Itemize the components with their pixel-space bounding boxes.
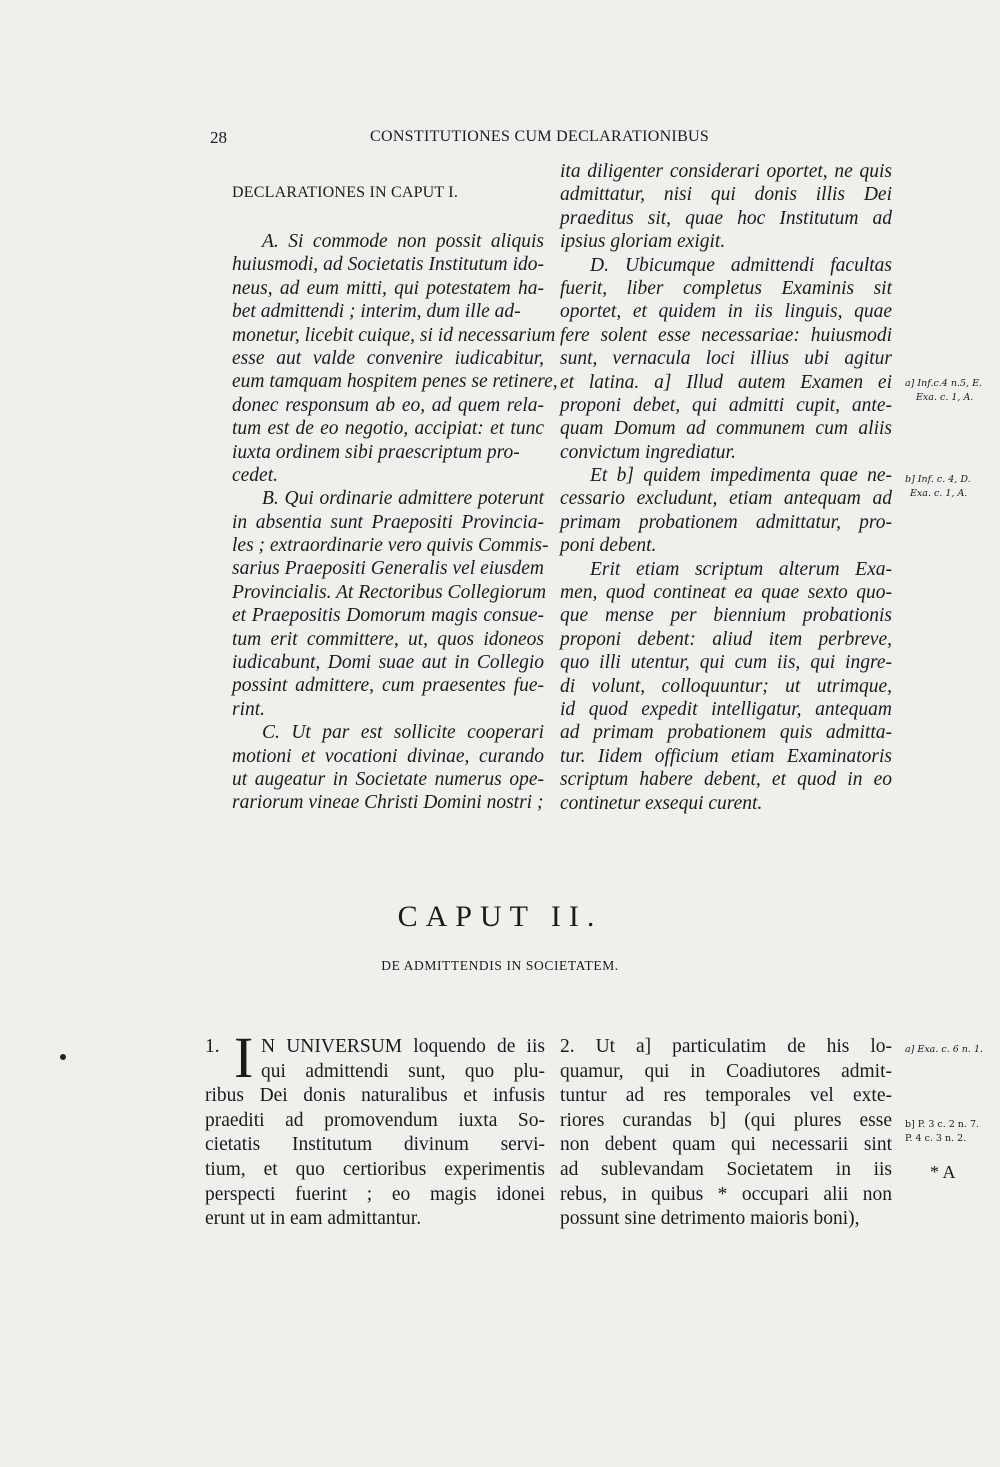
decl-right-line: poni debent.	[560, 535, 657, 557]
decl-left-line: motioni et vocationi divinae, curando	[232, 745, 544, 767]
decl-right-line: fuerit, liber completus Examinis sit	[560, 277, 892, 299]
decl-left-line: rariorum vineae Christi Domini nostri ;	[232, 792, 544, 814]
body-left-line: N UNIVERSUM loquendo de iis	[261, 1036, 545, 1057]
decl-left-line: tum erit committere, ut, quos idoneos	[232, 628, 544, 650]
decl-right-line: scriptum habere debent, et quod in eo	[560, 769, 892, 791]
margin-note-a-body: a] Exa. c. 6 n. 1.	[905, 1044, 984, 1055]
decl-left-line: monetur, licebit cuique, si id necessarium	[232, 324, 556, 346]
decl-right-line: que mense per biennium probationis	[560, 605, 892, 627]
drop-cap: I	[234, 1025, 254, 1090]
decl-left-line: eum tamquam hospitem penes se retinere,	[232, 371, 558, 393]
decl-left-line: iudicabunt, Domi suae aut in Collegio	[232, 652, 544, 674]
margin-note-b-body: b] P. 3 c. 2 n. 7.	[905, 1119, 980, 1130]
body-right-line: riores curandas b] (qui plures esse	[560, 1109, 892, 1131]
decl-right-line: ipsius gloriam exigit.	[560, 231, 726, 253]
decl-left-line: esse aut valde convenire iudicabitur,	[232, 347, 544, 369]
decl-right-line: di volunt, colloquuntur; ut utrimque,	[560, 675, 892, 697]
decl-right-line: Et b] quidem impedimenta quae ne-	[590, 465, 892, 487]
decl-right-line: D. Ubicumque admittendi facultas	[590, 254, 892, 276]
declarationes-right-column	[560, 160, 892, 815]
body-left-line: tium, et quo certioribus experimentis	[205, 1158, 545, 1180]
decl-left-line: rint.	[232, 698, 266, 720]
decl-right-line: convictum ingrediatur.	[560, 441, 736, 463]
body-right-line: 2. Ut a] particulatim de his lo-	[560, 1036, 892, 1057]
body-left-line: cietatis Institutum divinum servi-	[205, 1134, 545, 1156]
decl-left-line: ut augeatur in Societate numerus ope-	[232, 768, 544, 790]
decl-left-line: in absentia sunt Praepositi Provincia-	[232, 511, 544, 533]
body-right-line: non debent quam qui necessarii sint	[560, 1134, 892, 1156]
decl-left-line: huiusmodi, ad Societatis Institutum ido-	[232, 254, 544, 276]
decl-right-line: quam Domum ad communem cum aliis	[560, 418, 892, 440]
decl-right-line: proponi debet, qui admitti cupit, ante-	[560, 394, 892, 416]
margin-note-a-decl: a] Inf.c.4 n.5, E.	[905, 378, 983, 389]
decl-left-line: B. Qui ordinarie admittere poterunt	[262, 488, 544, 510]
body-right-column	[560, 1035, 892, 1232]
decl-right-line: praeditus sit, quae hoc Institutum ad	[560, 207, 892, 229]
margin-note-b-decl: b] Inf. c. 4, D.	[905, 474, 971, 485]
body-right-line: quamur, qui in Coadiutores admit-	[560, 1060, 892, 1082]
decl-left-line: et Praepositis Domorum magis consue-	[232, 605, 544, 627]
body-left-line: ribus Dei donis naturalibus et infusis	[205, 1085, 545, 1107]
body-right-line: ad sublevandam Societatem in iis	[560, 1158, 892, 1180]
decl-left-line: iuxta ordinem sibi praescriptum pro-	[232, 441, 520, 463]
decl-right-line: et latina. a] Illud autem Examen ei	[560, 371, 892, 393]
margin-note-b-body-2: P. 4 c. 3 n. 2.	[905, 1133, 967, 1144]
body-left-line: perspecti fuerint ; eo magis idonei	[205, 1183, 545, 1205]
decl-left-line: neus, ad eum mitti, qui potestatem ha-	[232, 277, 544, 299]
margin-note-b-decl-2: Exa. c. 1, A.	[910, 488, 968, 499]
decl-right-line: cessario excludunt, etiam antequam ad	[560, 488, 892, 510]
decl-left-line: possint admittere, cum praesentes fue-	[232, 675, 544, 697]
ink-spot	[60, 1054, 66, 1060]
decl-right-line: continetur exsequi curent.	[560, 792, 763, 814]
decl-left-line: donec responsum ab eo, ad quem rela-	[232, 394, 544, 416]
chapter-subtitle: DE ADMITTENDIS IN SOCIETATEM.	[381, 958, 619, 973]
body-right-line: rebus, in quibus * occupari alii non	[560, 1183, 892, 1205]
decl-right-line: sunt, vernacula loci illius ubi agitur	[560, 348, 892, 370]
decl-right-line: tur. Iidem officium etiam Examinatoris	[560, 745, 892, 767]
body-right-line: tuntur ad res temporales vel exte-	[560, 1085, 892, 1107]
decl-left-line: Provincialis. At Rectoribus Collegiorum	[232, 581, 547, 603]
decl-right-line: proponi debent: aliud item perbreve,	[560, 628, 892, 650]
body-left-line: erunt ut in eam admittantur.	[205, 1208, 422, 1230]
body-right-line: possunt sine detrimento maioris boni),	[560, 1208, 860, 1230]
page-number: 28	[210, 128, 227, 147]
decl-right-line: quo illi utentur, qui cum iis, qui ingre-	[560, 652, 892, 674]
body-left-line: praediti ad promovendum iuxta So-	[205, 1109, 545, 1131]
decl-right-line: primam probationem admittatur, pro-	[560, 511, 892, 533]
decl-right-line: men, quod contineat ea quae sexto quo-	[560, 582, 892, 604]
decl-left-line: tum est de eo negotio, accipiat: et tunc	[232, 418, 544, 440]
decl-right-line: Erit etiam scriptum alterum Exa-	[590, 558, 892, 580]
body-left-line: qui admittendi sunt, quo plu-	[261, 1060, 545, 1082]
decl-right-line: ad primam probationem quis admitta-	[560, 722, 892, 744]
decl-left-line: cedet.	[232, 464, 279, 486]
decl-left-line: bet admittendi ; interim, dum ille ad-	[232, 301, 521, 323]
margin-star-reference: * A	[930, 1162, 956, 1182]
margin-note-a-decl-2: Exa. c. 1, A.	[916, 392, 974, 403]
running-title: CONSTITUTIONES CUM DECLARATIONIBUS	[370, 128, 710, 145]
body-left-line: 1.	[205, 1036, 220, 1057]
declarationes-heading: DECLARATIONES IN CAPUT I.	[232, 184, 459, 201]
decl-right-line: id quod expedit intelligatur, antequam	[560, 698, 892, 720]
decl-right-line: ita diligenter considerari oportet, ne quis	[560, 161, 892, 182]
running-header	[210, 128, 890, 152]
decl-left-line: sarius Praepositi Generalis vel eiusdem	[232, 558, 544, 580]
decl-left-line: C. Ut par est sollicite cooperari	[262, 722, 544, 744]
chapter-title: CAPUT II.	[397, 900, 603, 933]
decl-right-line: admittatur, nisi qui donis illis Dei	[560, 184, 892, 206]
decl-right-line: fere solent esse necessariae: huiusmodi	[560, 324, 892, 346]
declarationes-left-column	[232, 230, 558, 815]
decl-left-line: A. Si commode non possit aliquis	[262, 231, 544, 252]
decl-left-line: les ; extraordinarie vero quivis Commis-	[232, 535, 549, 557]
body-left-column	[205, 1035, 545, 1232]
decl-right-line: oportet, et quidem in iis linguis, quae	[560, 301, 892, 323]
